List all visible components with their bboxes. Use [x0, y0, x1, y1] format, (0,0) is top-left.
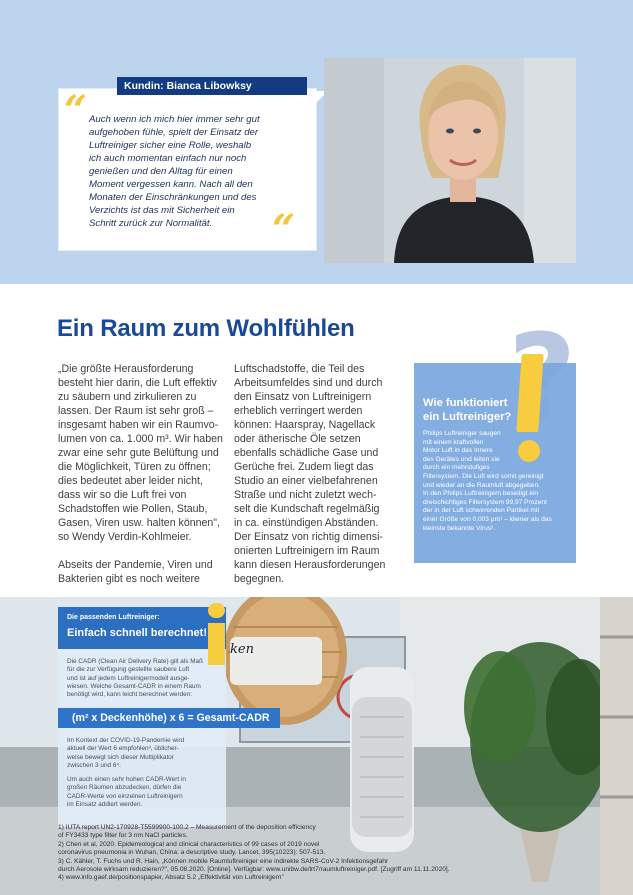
- paragraph: „Die größte Herausforderung besteht hier darin, die Luft effektiv zu säubern und zirkulieren zu lassen. Der Raum ist sehr groß – insgesamt haben wir ein Raumvo- lumen von ca. 1.000 m³. Wir haben zwar eine sehr gute Belüftung und die Möglichkeit, Türen zu öffnen; dies bedeutet aber leider nicht, dass wir so die Luft frei von Schadstoffen wie Pollen, Staub, Gasen, Viren usw. halten können", so Wendy Verdin-Kohlmeier.: [58, 363, 223, 543]
- calculator-subtitle: Die passenden Luftreiniger:: [67, 614, 160, 621]
- cadr-formula: (m² x Deckenhöhe) x 6 = Gesamt-CADR: [58, 708, 280, 728]
- footnote: 1) IUTA report UN2-170928-T5599900-100.2 – Measurement of the deposition efficiency: [58, 824, 316, 831]
- footnote: 3) C. Kähler, T. Fuchs und R. Hain, „Können mobile Raumluftreiniger eine indirekte SARS-CoV-2 Infektionsgefahr: [58, 857, 389, 865]
- calculator-intro: Die CADR (Clean Air Delivery Rate) gilt als Maß für die zur Verfügung gestellte saubere Luft und ist auf jedem Luftreinigermodell ausge- wiesen. Welche Gesamt-CADR in einem Raum benötigt wird, kann leicht berechnet werden:: [67, 658, 204, 699]
- close-quote-icon: “: [272, 206, 296, 253]
- footnote: 2) Chen et al, 2020. Epidemiological and clinical characteristics of 99 cases of 2019 novel: [58, 840, 320, 848]
- footnote: durch Aerosole wirksam reduzieren?", 05.08.2020. [Online]. Verfügbar: www.unibw.de/lrt7/raumluftreiniger.pdf. [Zugriff am 11.11.2020].: [58, 866, 450, 874]
- footnote: coronavirus pneumonia in Wuhan, China: a descriptive study. Lancet, 395(10223): 507-513.: [58, 849, 326, 857]
- sign-text: ken: [230, 642, 254, 657]
- paragraph: Abseits der Pandemie, Viren und Bakterien gibt es noch weitere: [58, 559, 213, 585]
- calculator-note: Im Kontext der COVID-19-Pandemie wird aktuell der Wert 6 empfohlen³, üblicher- weise bewegt sich dieser Multiplikator zwischen 3 und 6⁴.: [67, 737, 185, 769]
- paragraph: Luftschadstoffe, die Teil des Arbeitsumfeldes sind und durch den Einsatz von Luftreinigern erheblich verringert werden können: Haarspray, Nagellack oder ätherische Öle setzen ebenfalls schädliche Gase und Gerüche frei. Zudem liegt das Studio an einer vielbefahrenen Straße und nicht zuletzt wech- selt die Kundschaft regelmäßig in ca. einstündigen Abständen. Der Einsatz von richtig dimensi- onierten Luftreinigern im Raum kann diesen Herausforderungen begegnen.: [234, 363, 386, 585]
- testimonial-quote: Auch wenn ich mich hier immer sehr gut aufgehoben fühle, spielt der Einsatz der Luftreiniger sicher eine Rolle, weshalb ich auch momentan einfach nur noch genießen und den Alltag für einen Moment vergessen kann. Nach all den Monaten der Einschränkungen und des Verzichts ist das mit Sicherheit ein Schritt zurück zur Normalität.: [89, 114, 260, 229]
- calculator-title: Einfach schnell berechnet!: [67, 627, 207, 639]
- article-column-2: [234, 362, 399, 600]
- page-title: Ein Raum zum Wohlfühlen: [57, 315, 355, 342]
- article-column-1: [58, 362, 223, 600]
- info-dot-icon: [208, 603, 225, 618]
- footnote: of FY3433 type filter for 3 nm NaCl particles.: [58, 832, 188, 840]
- calculator-note-2: Um auch einen sehr hohen CADR-Wert in großen Räumen abzudecken, dürfen die CADR-Werte von einzelnen Luftreinigern im Einsatz addiert werden.: [67, 776, 186, 808]
- info-box-title: Wie funktioniert ein Luftreiniger?: [423, 397, 512, 423]
- customer-portrait: [324, 58, 576, 263]
- footnotes: [58, 824, 558, 883]
- open-quote-icon: “: [64, 87, 88, 134]
- info-box-text: Philips Luftreiniger saugen mit einem kraftvollen Motor Luft in das Innere des Gerätes und leiten sie durch ein mehrstufiges Filtersystem. Die Luft wird somit gereinigt und wieder an die Raumluft abgegeben. In den Philips Luftreinigern beseitigt ein dreischichtiges Filtersystem 99,97 Prozent der in der Luft schwirrenden Partikel mit einer Größe von 0,003 µm¹ – kleiner als das kleinste bekannte Virus².: [423, 430, 552, 532]
- footnote: 4) www.info.gaef.de/positionspapier, Absatz 5.2 „Effektivität von Luftreinigern": [58, 874, 284, 882]
- portrait-illustration: [324, 58, 576, 263]
- customer-name-tag: Kundin: Bianca Libowksy: [117, 77, 307, 95]
